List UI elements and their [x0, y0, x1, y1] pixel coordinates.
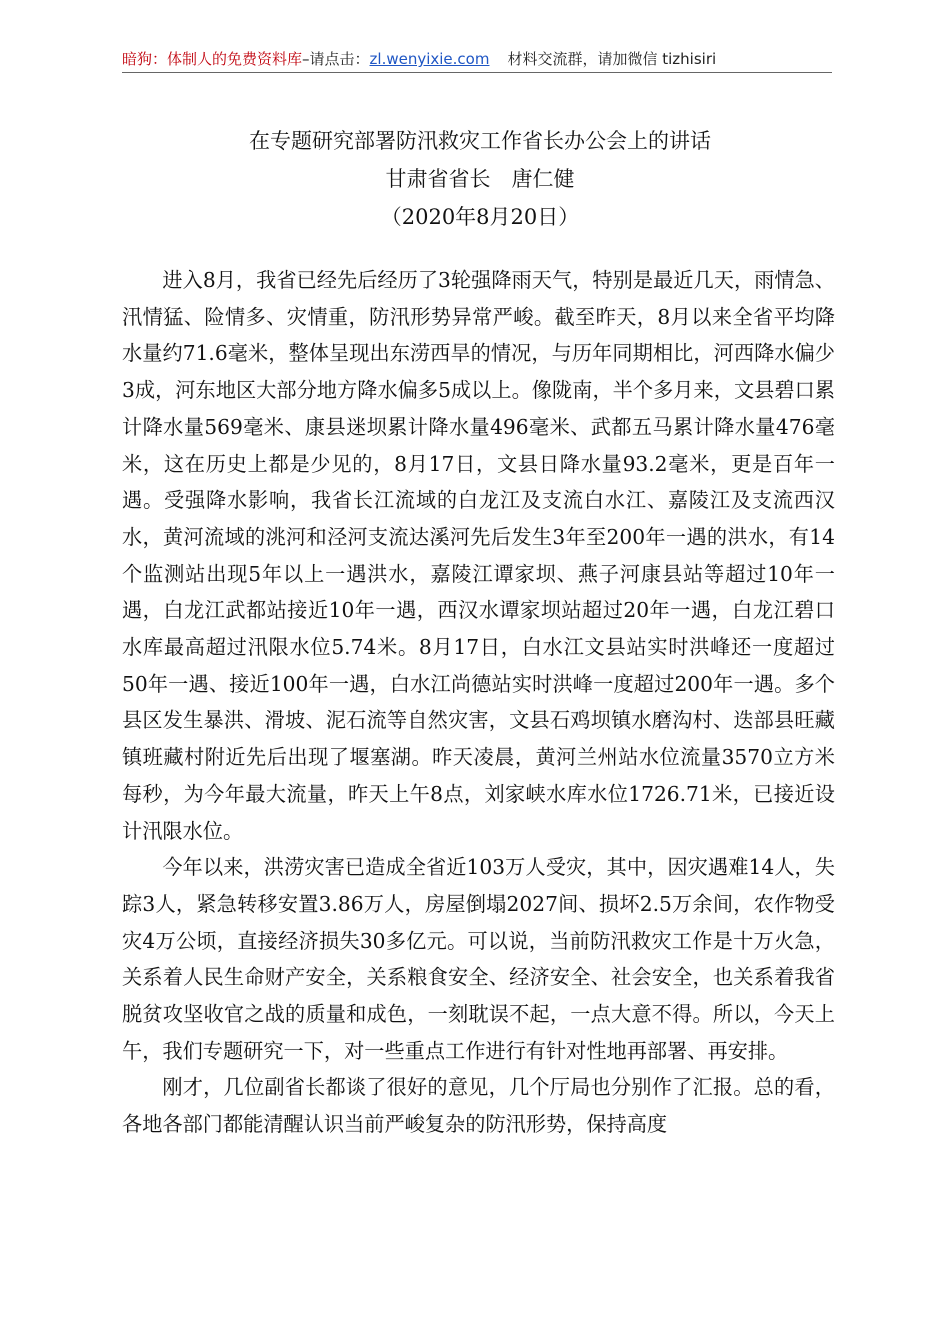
document-author: 甘肃省省长 唐仁健 — [385, 167, 575, 191]
paragraph-2: 今年以来，洪涝灾害已造成全省近103万人受灾，其中，因灾遇难14人，失踪3人，紧急转移安置3.86万人，房屋倒塌2027间、损坏2.5万余间，农作物受灾4万公顷，直接经济损失30多亿元。可以说，当前防汛救灾工作是十万火急，关系着人民生命财产安全，关系粮食安全、经济安全、社会安全，也关系着我省脱贫攻坚收官之战的质量和成色，一刻耽误不起，一点大意不得。所以，今天上午，我们专题研究一下，对一些重点工作进行有针对性地再部署、再安排。 — [122, 855, 835, 1063]
document-date: （2020年8月20日） — [380, 205, 580, 229]
document-title: 在专题研究部署防汛救灾工作省长办公会上的讲话 — [249, 129, 711, 153]
page-header — [122, 48, 842, 74]
source-label: 暗狗：体制人的免费资料库 — [122, 50, 303, 68]
contact-info: 材料交流群，请加微信 tizhisiri — [507, 50, 717, 68]
click-prompt: –请点击： — [302, 50, 370, 68]
document-body — [122, 262, 835, 1143]
website-link[interactable]: zl.wenyixie.com — [369, 50, 490, 68]
paragraph-1: 进入8月，我省已经先后经历了3轮强降雨天气，特别是最近几天，雨情急、汛情猛、险情多、灾情重，防汛形势异常严峻。截至昨天，8月以来全省平均降水量约71.6毫米，整体呈现出东涝西旱的情况，与历年同期相比，河西降水偏少3成，河东地区大部分地方降水偏多5成以上。像陇南，半个多月来，文县碧口累计降水量569毫米、康县迷坝累计降水量496毫米、武都五马累计降水量476毫米，这在历史上都是少见的，8月17日，文县日降水量93.2毫米，更是百年一遇。受强降水影响，我省长江流域的白龙江及支流白水江、嘉陵江及支流西汉水，黄河流域的洮河和泾河支流达溪河先后发生3年至200年一遇的洪水，有14个监测站出现5年以上一遇洪水，嘉陵江谭家坝、燕子河康县站等超过10年一遇，白龙江武都站接近10年一遇，西汉水谭家坝站超过20年一遇，白龙江碧口水库最高超过汛限水位5.74米。8月17日，白水江文县站实时洪峰还一度超过50年一遇、接近100年一遇，白水江尚德站实时洪峰一度超过200年一遇。多个县区发生暴洪、滑坡、泥石流等自然灾害，文县石鸡坝镇水磨沟村、迭部县旺藏镇班藏村附近先后出现了堰塞湖。昨天凌晨，黄河兰州站水位流量3570立方米每秒，为今年最大流量，昨天上午8点，刘家峡水库水位1726.71米，已接近设计汛限水位。 — [122, 268, 835, 843]
header-divider — [122, 72, 832, 73]
paragraph-3: 刚才，几位副省长都谈了很好的意见，几个厅局也分别作了汇报。总的看，各地各部门都能清醒认识当前严峻复杂的防汛形势，保持高度 — [122, 1075, 835, 1137]
title-block — [100, 122, 860, 236]
